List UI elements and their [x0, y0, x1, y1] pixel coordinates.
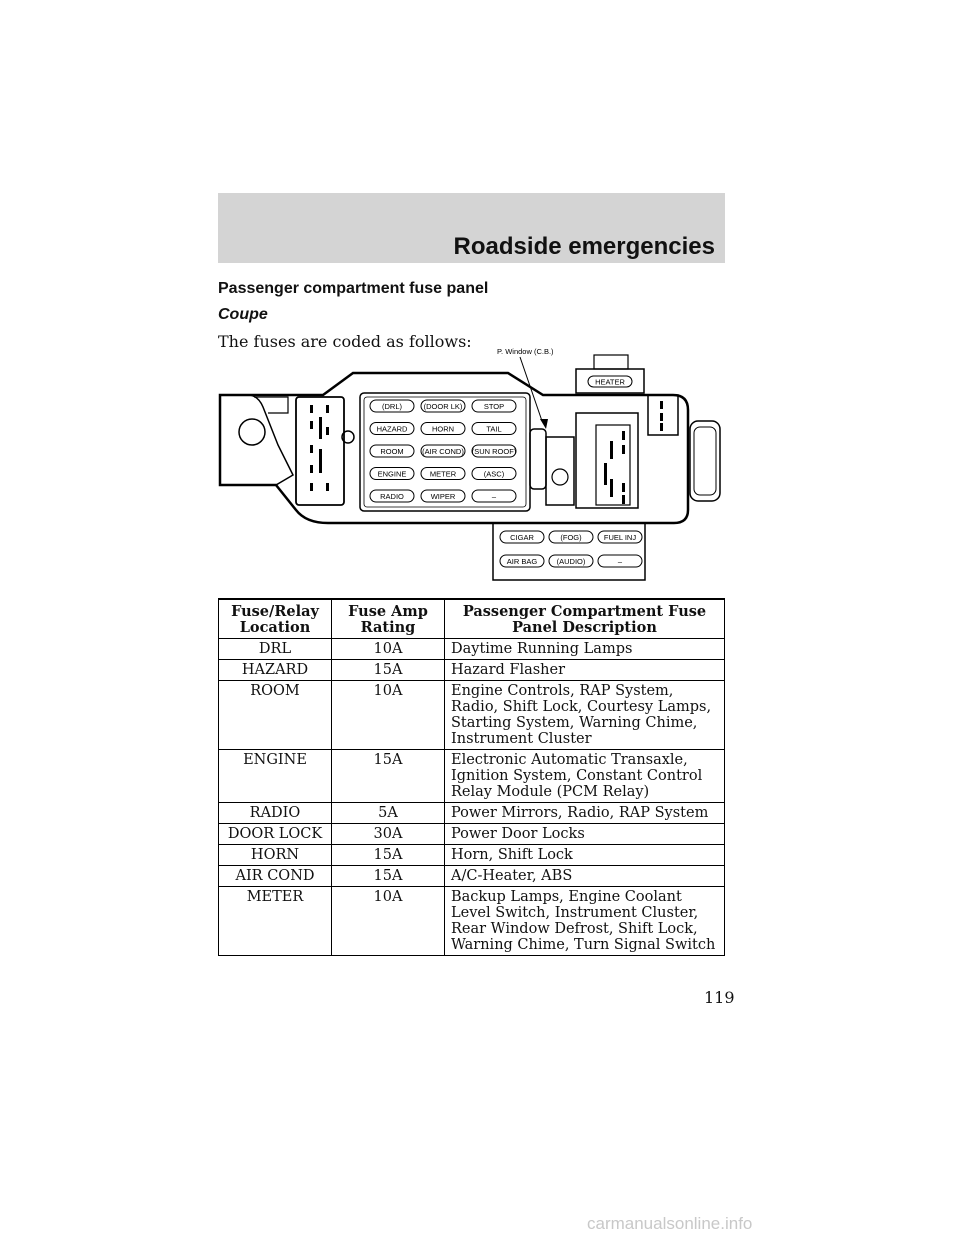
- fuse-label: HORN: [431, 424, 455, 434]
- left-relay-pins: [310, 405, 329, 491]
- callout-arrow-icon: [540, 419, 548, 429]
- fuse-label: RADIO: [380, 491, 404, 501]
- fuse-label: ENGINE: [377, 469, 407, 479]
- table-cell-desc: Engine Controls, RAP System, Radio, Shift Lock, Courtesy Lamps, Starting System, Warning Chime, Instrument Cluster: [445, 681, 725, 750]
- table-cell-amp: 30A: [332, 824, 445, 845]
- table-cell-desc: Hazard Flasher: [445, 660, 725, 681]
- fuse-label: CIGAR: [510, 532, 534, 542]
- fuse-label: (DOOR LK): [423, 401, 463, 411]
- table-cell-amp: 15A: [332, 660, 445, 681]
- lower-fuse-grid: [500, 531, 642, 567]
- left-mount: [220, 395, 293, 485]
- table-cell-amp: 10A: [332, 681, 445, 750]
- table-cell-desc: Electronic Automatic Transaxle, Ignition System, Constant Control Relay Module (PCM Relay): [445, 750, 725, 803]
- intro-text: The fuses are coded as follows:: [218, 332, 472, 351]
- callout-line: [520, 357, 542, 421]
- fuse-label: –: [491, 491, 497, 501]
- table-cell-amp: 15A: [332, 845, 445, 866]
- fuse-grid: [370, 400, 517, 502]
- table-cell-loc: DRL: [219, 639, 332, 660]
- table-cell-loc: METER: [219, 887, 332, 956]
- right-relay: [576, 413, 638, 508]
- fuse-label: –: [617, 556, 623, 566]
- table-cell-loc: ENGINE: [219, 750, 332, 803]
- table-cell-desc: Power Door Locks: [445, 824, 725, 845]
- table-row: [219, 750, 725, 803]
- heater-top-tab: [594, 355, 628, 369]
- table-cell-amp: 15A: [332, 750, 445, 803]
- watermark: carmanualsonline.info: [587, 1214, 753, 1233]
- fuse-table: [218, 598, 725, 956]
- table-row: [219, 824, 725, 845]
- table-cell-loc: RADIO: [219, 803, 332, 824]
- table-cell-desc: A/C-Heater, ABS: [445, 866, 725, 887]
- table-cell-amp: 10A: [332, 639, 445, 660]
- callout-label: P. Window (C.B.): [497, 347, 554, 356]
- table-header-row: [219, 599, 725, 639]
- fuse-label: (SUN ROOF): [471, 446, 517, 456]
- fuse-label: (AUDIO): [556, 556, 586, 566]
- col-amp: Fuse Amp Rating: [332, 599, 445, 639]
- table-cell-loc: HORN: [219, 845, 332, 866]
- fuse-label: AIR BAG: [506, 556, 538, 566]
- fuse-label: METER: [429, 469, 457, 479]
- table-row: [219, 887, 725, 956]
- table-row: [219, 660, 725, 681]
- header-band: [218, 193, 725, 263]
- table-row: [219, 845, 725, 866]
- right-relay-pins: [604, 431, 625, 504]
- heater-label: HEATER: [595, 377, 625, 387]
- table-cell-desc: Daytime Running Lamps: [445, 639, 725, 660]
- fuse-label: (ASC): [483, 469, 505, 479]
- table-cell-amp: 10A: [332, 887, 445, 956]
- table-cell-desc: Horn, Shift Lock: [445, 845, 725, 866]
- col-description: Passenger Compartment Fuse Panel Description: [445, 599, 725, 639]
- section-subtitle: Coupe: [218, 306, 268, 323]
- fuse-label: (FOG): [560, 532, 582, 542]
- fuse-label: ROOM: [380, 446, 404, 456]
- fuse-label: (DRL): [382, 401, 402, 411]
- fuse-label: (AIR COND): [422, 446, 464, 456]
- table-cell-desc: Backup Lamps, Engine Coolant Level Switch, Instrument Cluster, Rear Window Defrost, Shift Lock, Warning Chime, Turn Signal Switch: [445, 887, 725, 956]
- table-cell-amp: 5A: [332, 803, 445, 824]
- table-cell-amp: 15A: [332, 866, 445, 887]
- page-number: 119: [704, 988, 735, 1007]
- fuse-label: STOP: [483, 401, 505, 411]
- table-cell-loc: DOOR LOCK: [219, 824, 332, 845]
- fuse-label: FUEL INJ: [603, 532, 637, 542]
- table-cell-loc: ROOM: [219, 681, 332, 750]
- table-cell-loc: HAZARD: [219, 660, 332, 681]
- fuse-label: HAZARD: [376, 424, 408, 434]
- fuse-label: TAIL: [486, 424, 502, 434]
- table-row: [219, 803, 725, 824]
- table-cell-loc: AIR COND: [219, 866, 332, 887]
- mount-hole: [239, 419, 265, 445]
- table-row: [219, 681, 725, 750]
- fuse-label: WIPER: [430, 491, 456, 501]
- table-cell-desc: Power Mirrors, Radio, RAP System: [445, 803, 725, 824]
- table-row: [219, 866, 725, 887]
- table-row: [219, 639, 725, 660]
- section-title: Passenger compartment fuse panel: [218, 280, 489, 297]
- fuse-panel-diagram: [218, 345, 728, 585]
- col-location: Fuse/Relay Location: [219, 599, 332, 639]
- header-title: Roadside emergencies: [453, 233, 715, 260]
